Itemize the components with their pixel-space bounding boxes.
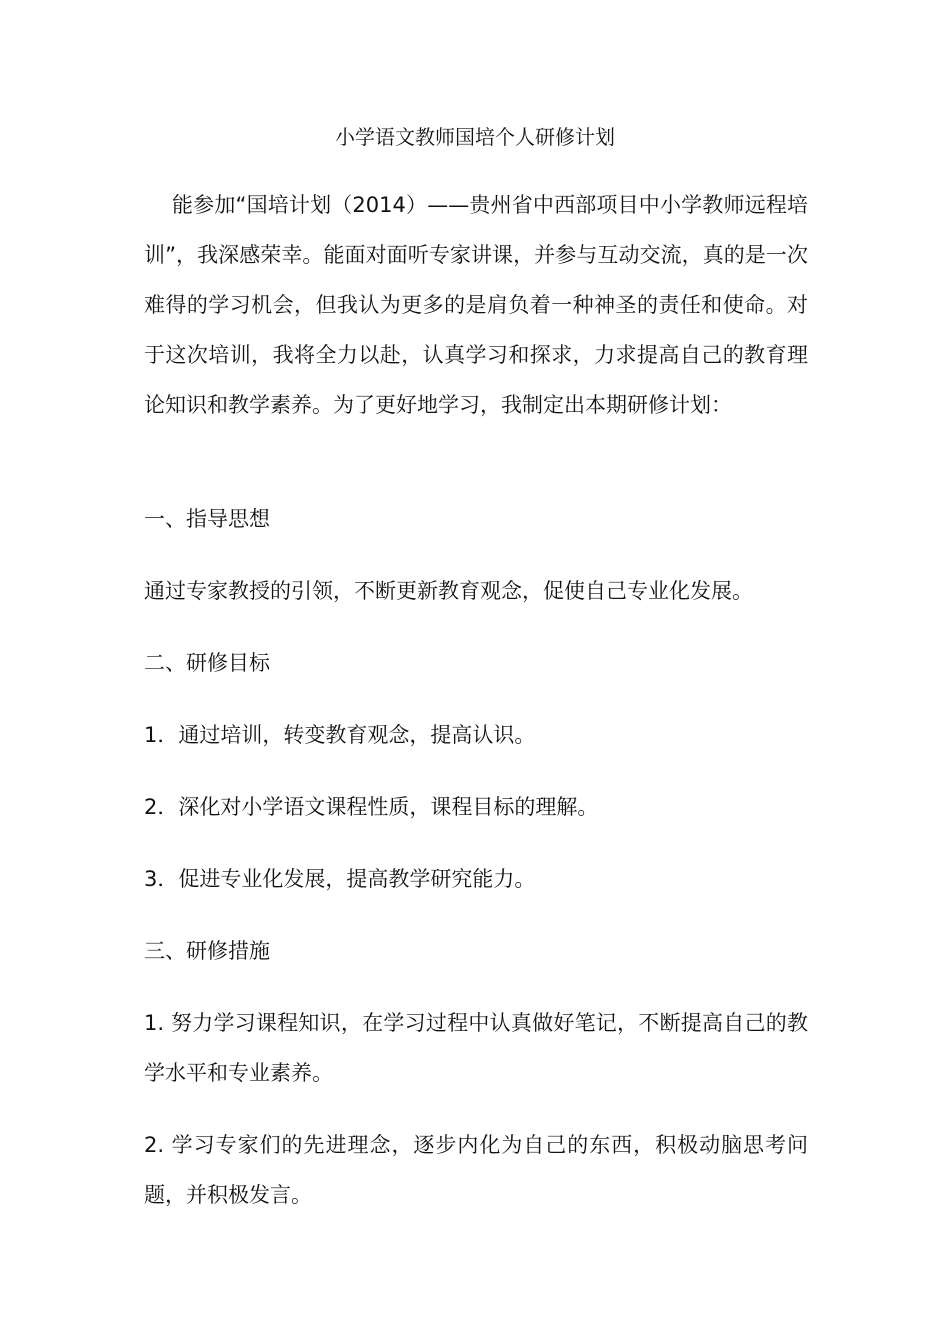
goal-item: 2．深化对小学语文课程性质，课程目标的理解。 — [144, 795, 599, 819]
goal-item: 1．通过培训，转变教育观念，提高认识。 — [144, 723, 536, 747]
goal-item: 3．促进专业化发展，提高教学研究能力。 — [144, 867, 536, 891]
measure-item: 2. 学习专家们的先进理念，逐步内化为自己的东西，积极动脑思考问题，并积极发言。 — [144, 1133, 808, 1207]
intro-paragraph: 能参加“国培计划（2014）——贵州省中西部项目中小学教师远程培训”，我深感荣幸。能面对面听专家讲课，并参与互动交流，真的是一次难得的学习机会，但我认为更多的是肩负着一种神圣的责任和使命。对于这次培训，我将全力以赴，认真学习和探求，力求提高自己的教育理论知识和教学素养。为了更好地学习，我制定出本期研修计划： — [144, 193, 808, 417]
section-heading-guiding-idea: 一、指导思想 — [144, 507, 270, 531]
section-text-guiding-idea: 通过专家教授的引领，不断更新教育观念，促使自己专业化发展。 — [144, 579, 753, 603]
section-heading-measures: 三、研修措施 — [144, 939, 270, 963]
measure-item: 1. 努力学习课程知识，在学习过程中认真做好笔记，不断提高自己的教学水平和专业素养。 — [144, 1011, 808, 1085]
document-title: 小学语文教师国培个人研修计划 — [335, 125, 615, 149]
section-heading-goals: 二、研修目标 — [144, 651, 270, 675]
